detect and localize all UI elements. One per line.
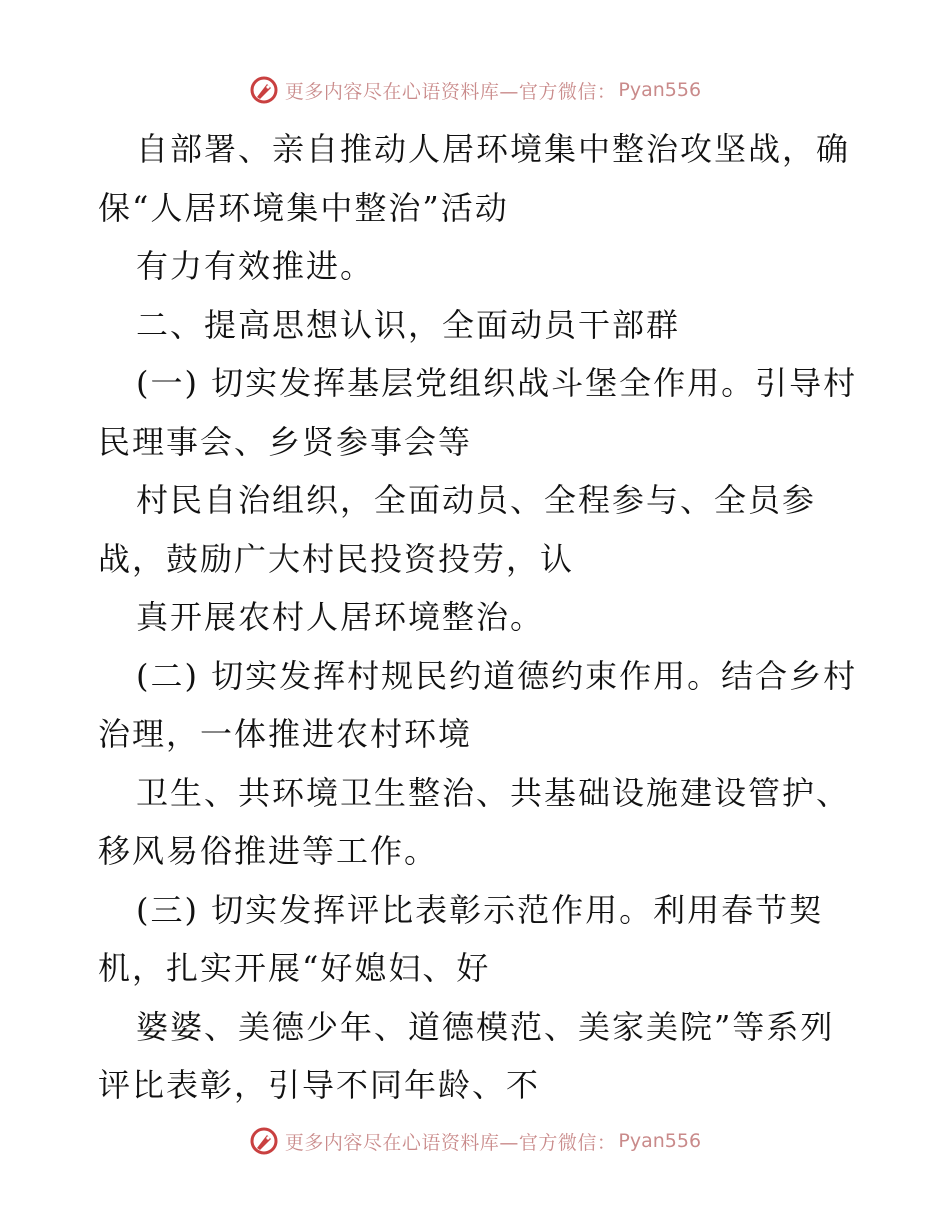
text-line: 治理，一体推进农村环境 <box>98 715 473 753</box>
text-line: 战，鼓励广大村民投资投劳，认 <box>98 539 575 578</box>
header-watermark <box>0 70 950 110</box>
pen-nib-logo-icon <box>249 75 279 105</box>
text-line: 自部署、亲自推动人居环境集中整治攻坚战，确 <box>136 130 851 168</box>
text-line: 民理事会、乡贤参事会等 <box>98 422 473 461</box>
watermark-text: 更多内容尽在心语资料库—官方微信： <box>284 1131 617 1154</box>
section-heading: 二、提高思想认识，全面动员干部群 <box>136 305 681 344</box>
text-line: (二) 切实发挥村规民约道德约束作用。结合乡村 <box>136 656 858 695</box>
text-line: 卫生、共环境卫生整治、共基础设施建设管护、 <box>136 773 851 812</box>
pen-nib-logo-icon <box>249 1126 279 1156</box>
text-line: 村民自治组织，全面动员、全程参与、全员参 <box>136 481 817 519</box>
text-line: 保“人居环境集中整治”活动 <box>98 188 509 227</box>
footer-watermark <box>0 1121 950 1161</box>
text-line: (三) 切实发挥评比表彰示范作用。利用春节契 <box>136 890 824 929</box>
text-line: 婆婆、美德少年、道德模范、美家美院”等系列 <box>136 1007 835 1046</box>
text-line: 真开展农村人居环境整治。 <box>136 598 545 636</box>
text-line: 移风易俗推进等工作。 <box>98 832 439 870</box>
watermark-text: 更多内容尽在心语资料库—官方微信： <box>284 80 617 103</box>
text-line: 有力有效推进。 <box>136 247 375 285</box>
text-line: (一) 切实发挥基层党组织战斗堡全作用。引导村 <box>136 364 858 402</box>
watermark-wechat-id: Pyan556 <box>618 79 702 101</box>
watermark-wechat-id: Pyan556 <box>618 1130 702 1152</box>
document-body <box>98 120 858 1115</box>
text-line: 评比表彰，引导不同年龄、不 <box>98 1066 541 1104</box>
text-line: 机，扎实开展“好媳妇、好 <box>98 949 491 987</box>
